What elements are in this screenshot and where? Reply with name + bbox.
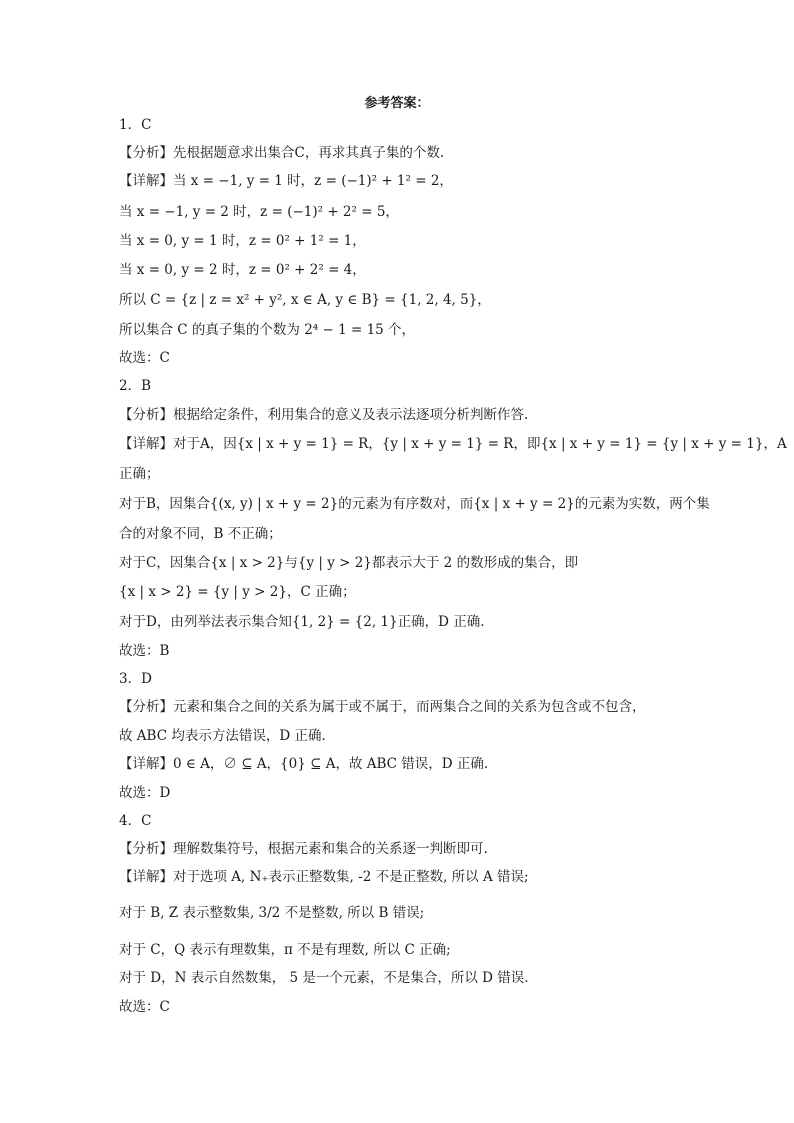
text-line: 当 x = 0, y = 2 时，z = 0² + 2² = 4，	[119, 262, 366, 278]
text-line: 故 ABC 均表示方法错误，D 正确.	[119, 728, 326, 744]
text-line: 【详解】对于选项 A, N₊表示正整数集, -2 不是正整数, 所以 A 错误;	[119, 869, 529, 885]
text-line: 【分析】理解数集符号，根据元素和集合的关系逐一判断即可.	[119, 841, 488, 857]
text-line: 对于 B, Z 表示整数集, 3/2 不是整数, 所以 B 错误;	[119, 905, 425, 921]
text-line: 正确；	[119, 466, 160, 482]
text-line: 故选：D	[119, 785, 171, 801]
text-line: 对于 D，N 表示自然数集， 5 是一个元素，不是集合，所以 D 错误.	[119, 970, 529, 986]
text-line: 故选：C	[119, 999, 170, 1015]
text-line: 【详解】0 ∈ A，∅ ⊆ A，{0} ⊆ A，故 ABC 错误，D 正确.	[119, 756, 489, 772]
text-line: 合的对象不同，B 不正确；	[119, 526, 282, 542]
text-line: 所以 C = {z | z = x² + y², x ∈ A, y ∈ B} = {1, 2, 4, 5}，	[119, 292, 491, 308]
text-line: 当 x = 0, y = 1 时，z = 0² + 1² = 1，	[119, 233, 366, 249]
text-line: 对于B，因集合{(x, y) | x + y = 2}的元素为有序数对，而{x | x + y = 2}的元素为实数，两个集	[119, 496, 710, 512]
text-line: {x | x > 2} = {y | y > 2}，C 正确；	[119, 584, 356, 600]
text-line: 当 x = −1, y = 2 时，z = (−1)² + 2² = 5，	[119, 204, 399, 220]
text-line: 对于D，由列举法表示集合知{1, 2} = {2, 1}正确，D 正确.	[119, 614, 485, 630]
text-line: 【分析】根据给定条件，利用集合的意义及表示法逐项分析判断作答.	[119, 407, 529, 423]
text-line: 所以集合 C 的真子集的个数为 2⁴ − 1 = 15 个，	[119, 322, 416, 338]
text-line: 对于C，因集合{x | x > 2}与{y | y > 2}都表示大于 2 的数形成的集合，即	[119, 555, 579, 571]
text-line: 1．C	[119, 117, 152, 133]
text-line: 【详解】当 x = −1, y = 1 时，z = (−1)² + 1² = 2，	[119, 173, 453, 189]
text-line: 2．B	[119, 378, 152, 394]
text-line: 【分析】元素和集合之间的关系为属于或不属于，而两集合之间的关系为包含或不包含，	[119, 699, 646, 715]
text-line: 【详解】对于A，因{x | x + y = 1} = R，{y | x + y = 1} = R，即{x | x + y = 1} = {y | x + y = 1}，A	[119, 436, 787, 452]
text-line: 3．D	[119, 671, 152, 687]
text-line: 故选：B	[119, 643, 170, 659]
text-line: 4．C	[119, 813, 152, 829]
text-line: 【分析】先根据题意求出集合C，再求其真子集的个数.	[119, 145, 445, 161]
text-line: 故选：C	[119, 350, 170, 366]
text-line: 对于 C，Q 表示有理数集，π 不是有理数, 所以 C 正确;	[119, 942, 451, 958]
page-title: 参考答案：	[364, 96, 430, 111]
